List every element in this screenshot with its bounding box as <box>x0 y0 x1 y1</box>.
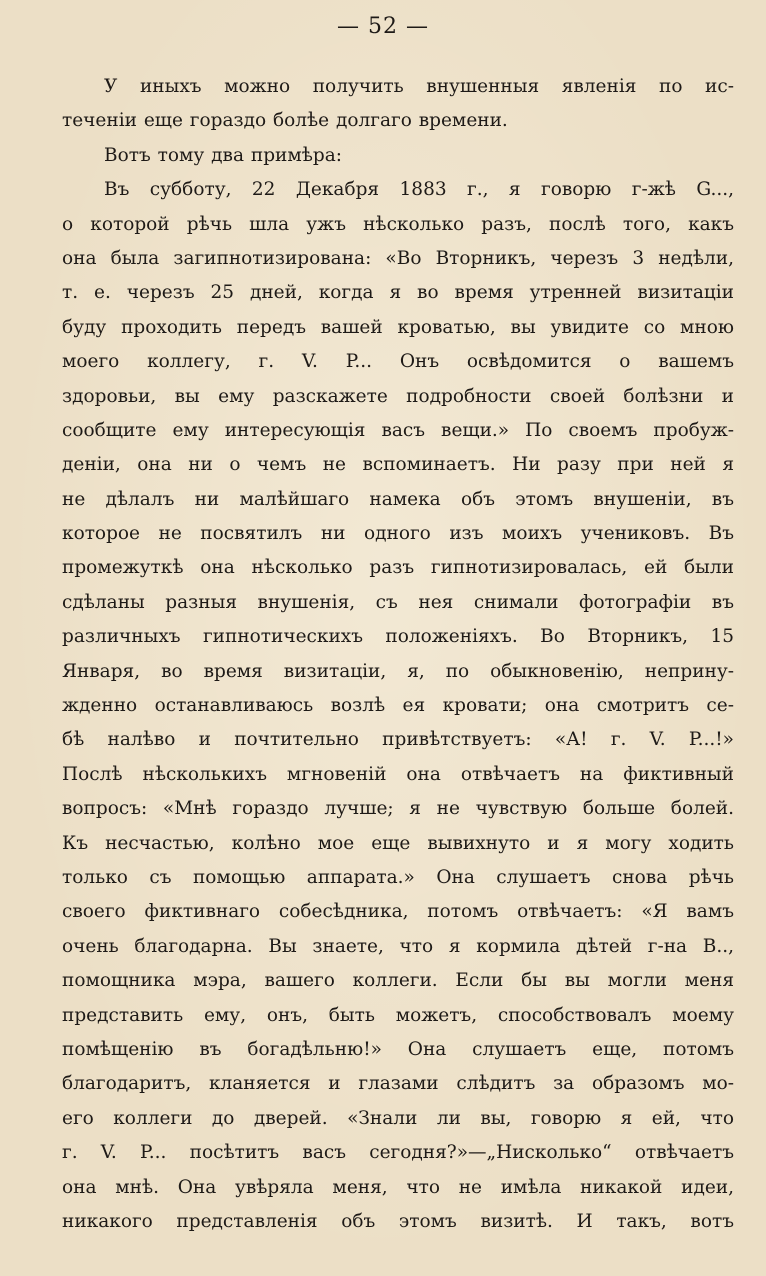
text-line: сообщите ему интересующія васъ вещи.» По своемъ пробуж- <box>62 419 734 441</box>
text-line: его коллеги до дверей. «Знали ли вы, говорю я ей, что <box>62 1107 734 1129</box>
text-line: Къ несчастью, колѣно мое еще вывихнуто и я могу ходить <box>62 832 734 854</box>
text-line: промежуткѣ она нѣсколько разъ гипнотизировалась, ей были <box>62 557 734 579</box>
text-line: Въ субботу, 22 Декабря 1883 г., я говорю г-жѣ G..., <box>104 179 734 201</box>
text-line: помощника мэра, вашего коллеги. Если бы вы могли меня <box>62 970 734 992</box>
text-line: жденно останавливаюсь возлѣ ея кровати; она смотритъ се- <box>62 695 734 717</box>
text-line: теченіи еще гораздо болѣе долгаго времени. <box>62 110 508 132</box>
text-line: Послѣ нѣсколькихъ мгновеній она отвѣчаетъ на фиктивный <box>62 763 734 785</box>
text-line: различныхъ гипнотическихъ положеніяхъ. Во Вторникъ, 15 <box>62 626 734 648</box>
text-line: У иныхъ можно получить внушенныя явленія по ис- <box>104 76 734 97</box>
text-line: здоровьи, вы ему разскажете подробности своей болѣзни и <box>62 385 734 407</box>
text-line: сдѣланы разныя внушенія, съ нея снимали фотографіи въ <box>62 591 734 613</box>
text-line: деніи, она ни о чемъ не вспоминаетъ. Ни разу при ней я <box>62 454 734 476</box>
page-number: — 52 — <box>337 14 429 39</box>
text-line: очень благодарна. Вы знаете, что я кормила дѣтей г-на В.., <box>62 935 734 957</box>
text-line: г. V. P... посѣтитъ васъ сегодня?»—„Нисколько“ отвѣчаетъ <box>62 1142 734 1164</box>
text-line: моего коллегу, г. V. P... Онъ освѣдомится о вашемъ <box>62 351 734 373</box>
text-line: которое не посвятилъ ни одного изъ моихъ учениковъ. Въ <box>62 523 734 545</box>
text-line: не дѣлалъ ни малѣйшаго намека объ этомъ внушеніи, въ <box>62 488 734 510</box>
text-line: т. е. черезъ 25 дней, когда я во время утренней визитаціи <box>62 282 734 304</box>
body-text <box>62 70 734 1239</box>
text-line: только съ помощью аппарата.» Она слушаетъ снова рѣчь <box>62 866 734 888</box>
text-line: вопросъ: «Мнѣ гораздо лучше; я не чувствую больше болей. <box>62 798 734 820</box>
text-line: своего фиктивнаго собесѣдника, потомъ отвѣчаетъ: «Я вамъ <box>62 901 734 923</box>
text-line: Января, во время визитаціи, я, по обыкновенію, неприну- <box>62 660 734 682</box>
text-line: буду проходить передъ вашей кроватью, вы увидите со мною <box>62 316 734 338</box>
text-line: она мнѣ. Она увѣряла меня, что не имѣла никакой идеи, <box>62 1176 734 1198</box>
text-line: бѣ налѣво и почтительно привѣтствуетъ: «А! г. V. P...!» <box>62 729 734 751</box>
text-line: о которой рѣчь шла ужъ нѣсколько разъ, послѣ того, какъ <box>62 213 734 235</box>
text-line: благодаритъ, кланяется и глазами слѣдитъ за образомъ мо- <box>62 1073 734 1095</box>
text-line: никакого представленія объ этомъ визитѣ. И такъ, вотъ <box>62 1210 734 1232</box>
text-line: она была загипнотизирована: «Во Вторникъ, черезъ 3 недѣли, <box>62 247 734 269</box>
text-line: представить ему, онъ, быть можетъ, способствовалъ моему <box>62 1004 734 1026</box>
text-line: Вотъ тому два примѣра: <box>104 144 343 166</box>
text-line: помѣщенію въ богадѣльню!» Она слушаетъ еще, потомъ <box>62 1038 734 1060</box>
